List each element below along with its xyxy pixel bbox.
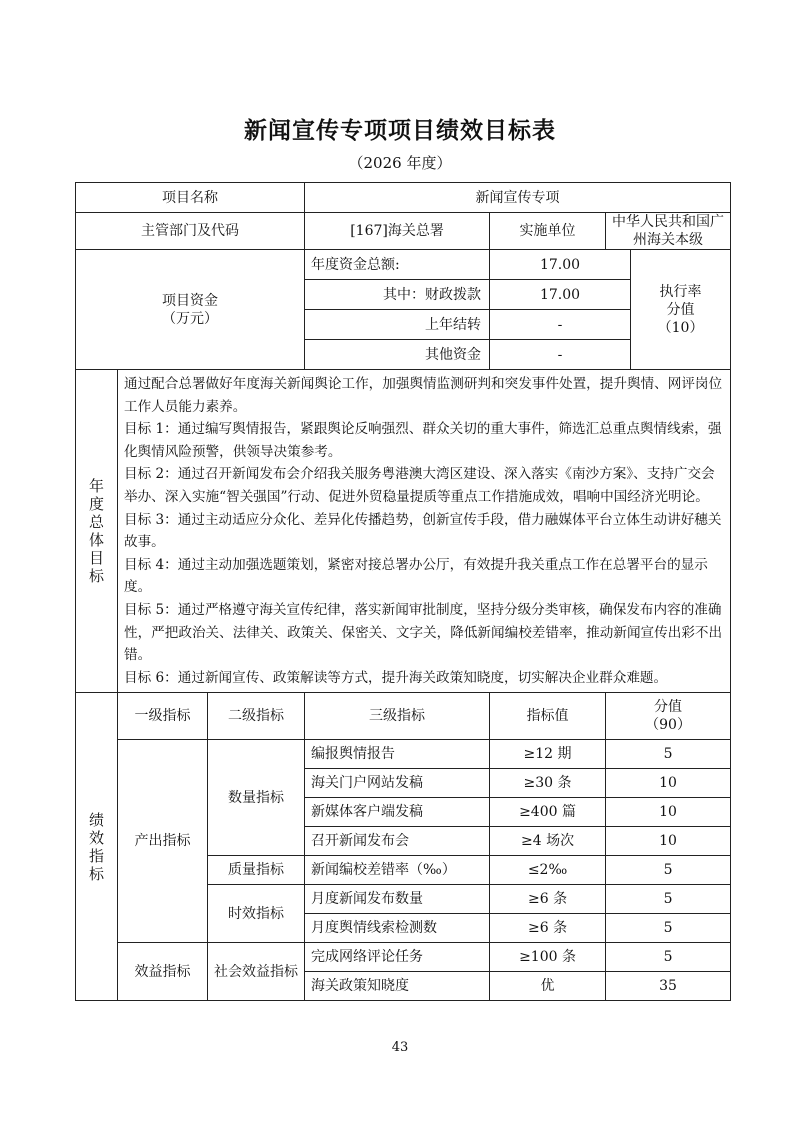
- page-number: 43: [391, 1040, 409, 1055]
- goal-1: 目标 1：通过编写舆情报告，紧跟舆论反响强烈、群众关切的重大事件，筛选汇总重点舆情线索，强化舆情风险预警，供领导决策参考。: [124, 421, 722, 460]
- department-label: 主管部门及代码: [76, 213, 305, 250]
- indicator-row: [76, 740, 731, 769]
- indicator-name: 月度舆情线索检测数: [305, 914, 490, 943]
- funds-carryover-value: -: [490, 310, 631, 340]
- indicator-header-row: [76, 693, 731, 740]
- indicator-value: 优: [490, 972, 606, 1001]
- funds-other-label: 其他资金: [305, 340, 490, 370]
- annual-goals-label: 年 度 总 体 目 标: [76, 370, 118, 693]
- header-level1: 一级指标: [118, 693, 208, 740]
- funds-label-line2: （万元）: [162, 310, 219, 327]
- page-title: 新闻宣传专项项目绩效目标表: [244, 117, 556, 144]
- quantity-indicator-label: 数量指标: [208, 740, 305, 856]
- performance-table: [75, 182, 731, 1001]
- indicator-score: 5: [606, 943, 731, 972]
- indicator-value: ≤2‰: [490, 856, 606, 885]
- timeliness-indicator-label: 时效指标: [208, 885, 305, 943]
- indicator-score: 10: [606, 827, 731, 856]
- indicator-name: 完成网络评论任务: [305, 943, 490, 972]
- funds-row: [76, 250, 731, 280]
- funds-carryover-label: 上年结转: [305, 310, 490, 340]
- header-level3: 三级指标: [305, 693, 490, 740]
- indicator-value: ≥6 条: [490, 914, 606, 943]
- annual-goals-text: [118, 370, 731, 693]
- department-value: [167]海关总署: [305, 213, 490, 250]
- indicator-name: 月度新闻发布数量: [305, 885, 490, 914]
- indicator-name: 编报舆情报告: [305, 740, 490, 769]
- indicator-value: ≥30 条: [490, 769, 606, 798]
- funds-other-value: -: [490, 340, 631, 370]
- output-indicator-label: 产出指标: [118, 740, 208, 943]
- indicator-name: 海关政策知晓度: [305, 972, 490, 1001]
- goal-5: 目标 5：通过严格遵守海关宣传纪律，落实新闻审批制度，坚持分级分类审核，确保发布内容的准确性，严把政治关、法律关、政策关、保密关、文字关，降低新闻编校差错率，推动新闻宣传出彩不出错。: [124, 601, 723, 664]
- funds-label: [76, 250, 305, 370]
- indicator-value: ≥12 期: [490, 740, 606, 769]
- indicator-name: 召开新闻发布会: [305, 827, 490, 856]
- page-subtitle: （2026 年度）: [348, 154, 452, 172]
- benefit-indicator-label: 效益指标: [118, 943, 208, 1001]
- indicator-name: 新媒体客户端发稿: [305, 798, 490, 827]
- goal-3: 目标 3：通过主动适应分众化、差异化传播趋势，创新宣传手段，借力融媒体平台立体生动讲好穗关故事。: [124, 511, 722, 551]
- indicator-score: 10: [606, 769, 731, 798]
- indicators-label: 绩 效 指 标: [76, 693, 118, 1001]
- goal-6: 目标 6：通过新闻宣传、政策解读等方式，提升海关政策知晓度，切实解决企业群众难题。: [124, 669, 668, 686]
- goal-2: 目标 2：通过召开新闻发布会介绍我关服务粤港澳大湾区建设、深入落实《南沙方案》、支持广交会举办、深入实施“智关强国”行动、促进外贸稳量提质等重点工作措施成效，唱响中国经济光明论。: [124, 466, 715, 505]
- department-row: [76, 213, 731, 250]
- execution-rate-line3: （10）: [657, 319, 704, 336]
- execution-rate-score: [631, 250, 731, 370]
- indicator-name: 新闻编校差错率（‰）: [305, 856, 490, 885]
- header-value: 指标值: [490, 693, 606, 740]
- indicator-value: ≥4 场次: [490, 827, 606, 856]
- indicator-score: 5: [606, 885, 731, 914]
- execution-rate-line1: 执行率: [659, 283, 702, 300]
- annual-goals-row: [76, 370, 731, 693]
- indicator-value: ≥400 篇: [490, 798, 606, 827]
- header-level2: 二级指标: [208, 693, 305, 740]
- implementer-value: 中华人民共和国广州海关本级: [606, 213, 731, 250]
- implementer-label: 实施单位: [490, 213, 606, 250]
- project-name-value: 新闻宣传专项: [305, 183, 731, 213]
- indicator-row: [76, 943, 731, 972]
- funds-fiscal-label: 其中：财政拨款: [305, 280, 490, 310]
- indicator-score: 10: [606, 798, 731, 827]
- indicator-score: 35: [606, 972, 731, 1001]
- social-benefit-indicator-label: 社会效益指标: [208, 943, 305, 1001]
- funds-fiscal-value: 17.00: [490, 280, 631, 310]
- project-name-label: 项目名称: [76, 183, 305, 213]
- indicator-name: 海关门户网站发稿: [305, 769, 490, 798]
- indicator-score: 5: [606, 856, 731, 885]
- quality-indicator-label: 质量指标: [208, 856, 305, 885]
- execution-rate-line2: 分值: [666, 301, 695, 318]
- goal-intro: 通过配合总署做好年度海关新闻舆论工作，加强舆情监测研判和突发事件处置，提升舆情、网评岗位工作人员能力素养。: [124, 376, 723, 415]
- funds-total-label: 年度资金总额:: [305, 250, 490, 280]
- indicator-score: 5: [606, 740, 731, 769]
- indicator-value: ≥100 条: [490, 943, 606, 972]
- indicator-score: 5: [606, 914, 731, 943]
- project-name-row: [76, 183, 731, 213]
- indicator-value: ≥6 条: [490, 885, 606, 914]
- funds-label-line1: 项目资金: [162, 292, 219, 309]
- goal-4: 目标 4：通过主动加强选题策划，紧密对接总署办公厅，有效提升我关重点工作在总署平台的显示度。: [124, 556, 708, 596]
- header-score: 分值 （90）: [606, 693, 731, 740]
- funds-total-value: 17.00: [490, 250, 631, 280]
